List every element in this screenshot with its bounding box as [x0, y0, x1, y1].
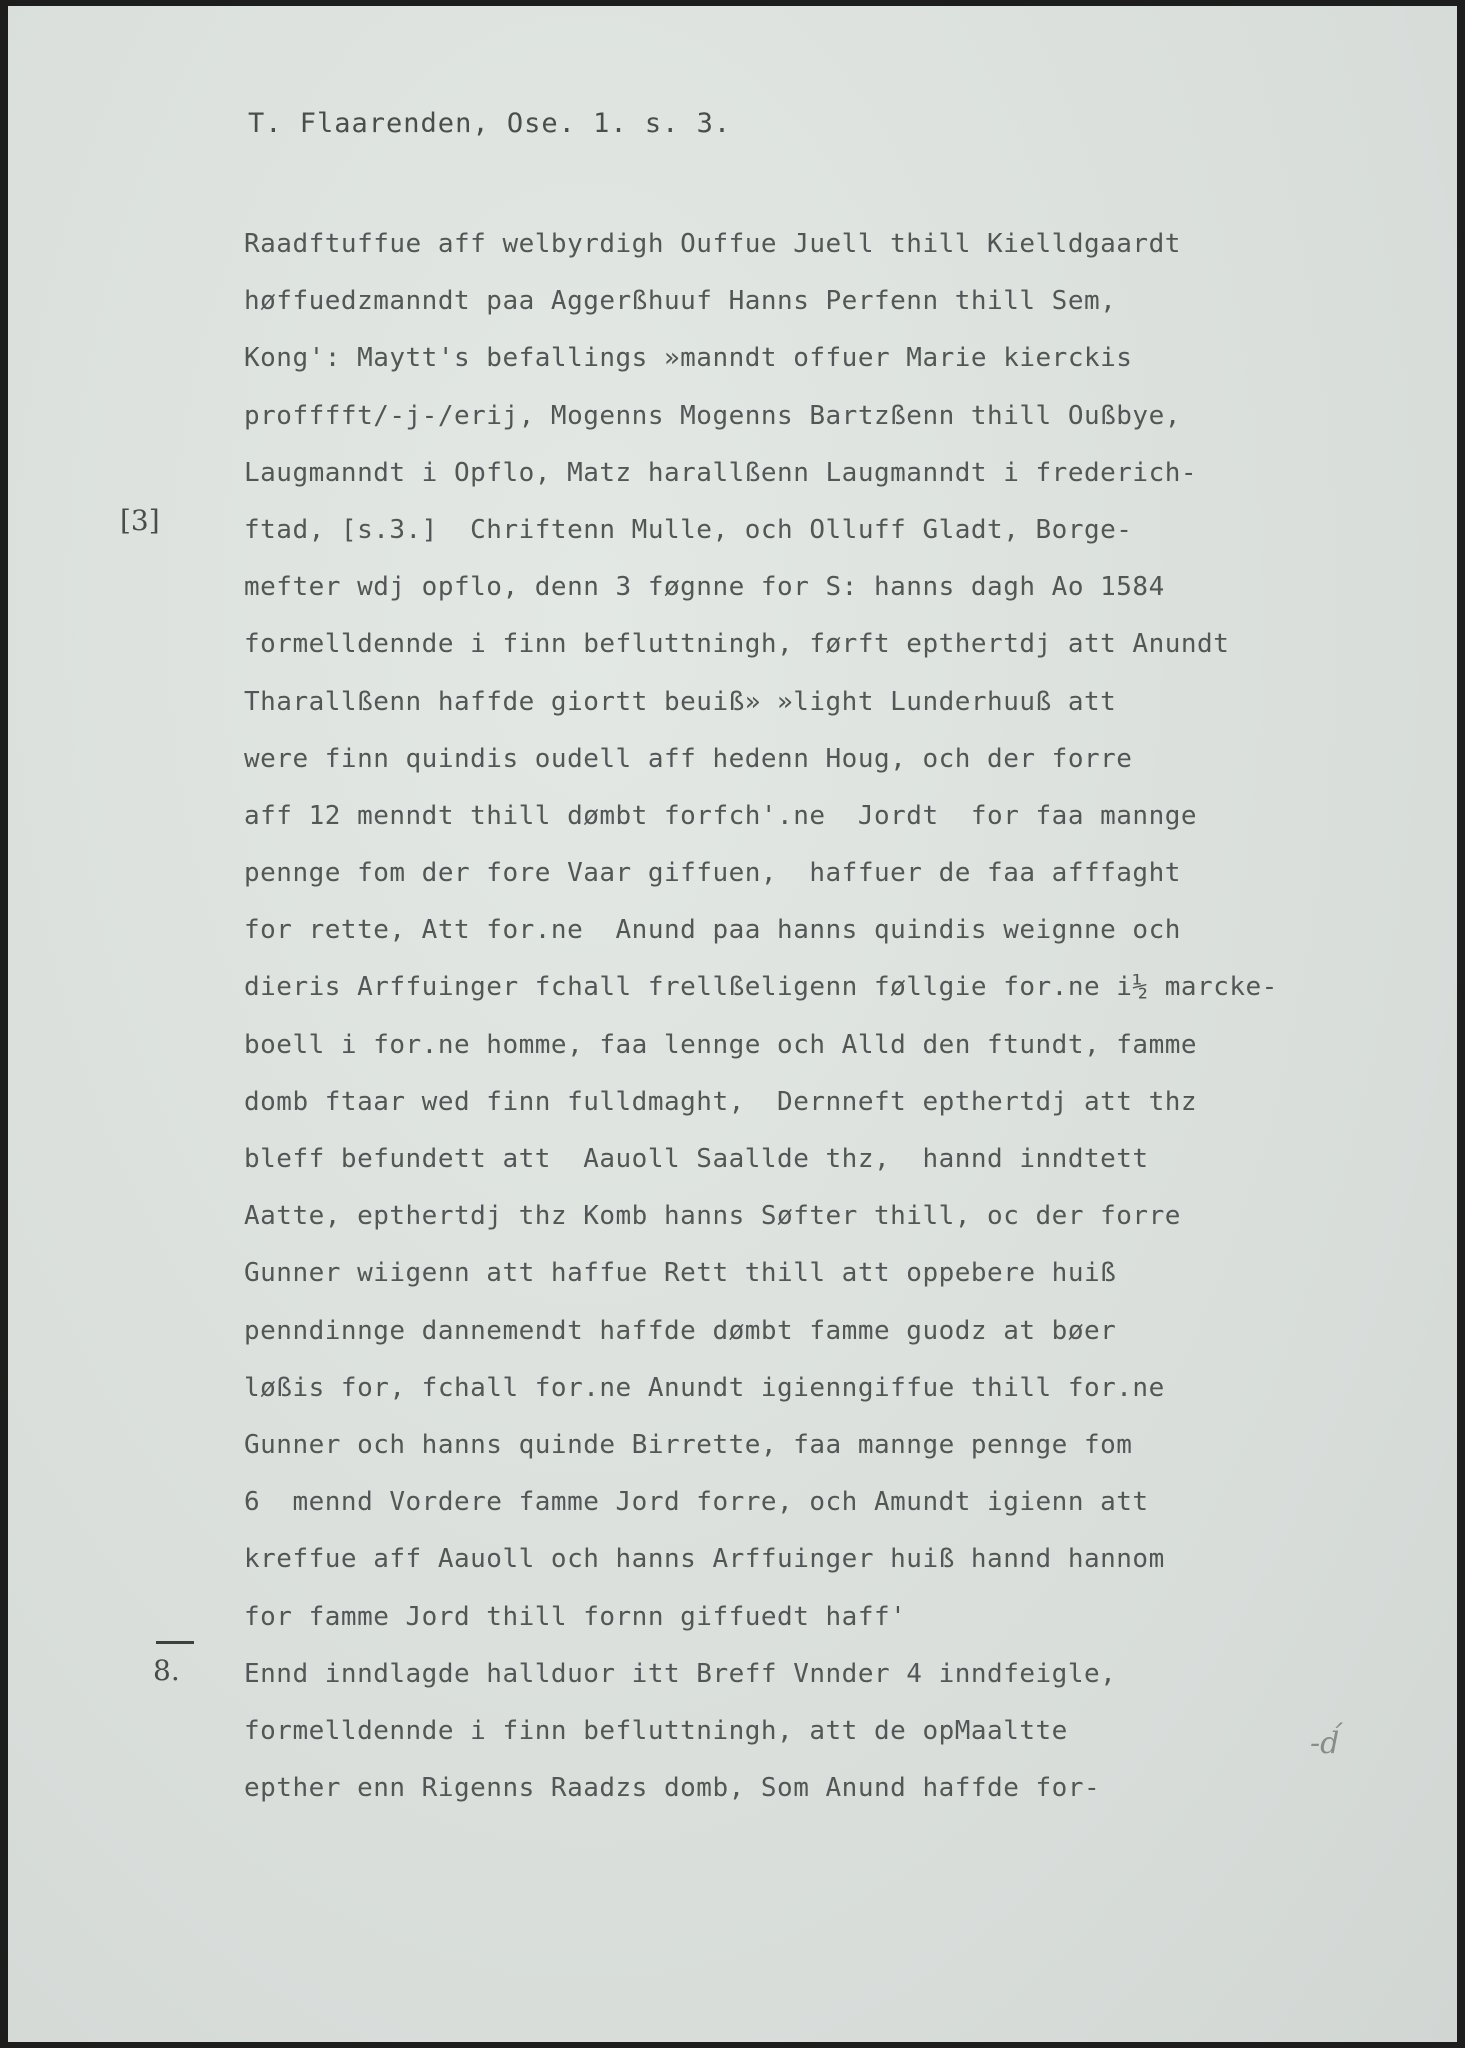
text-line: formelldennde i finn befluttningh, att de opMaaltte: [244, 1715, 1068, 1746]
text-line: mefter wdj opflo, denn 3 føgnne for S: hanns dagh Ao 1584: [244, 572, 1165, 603]
text-line: 6 mennd Vordere famme Jord forre, och Amundt igienn att: [244, 1487, 1149, 1518]
pencil-annotation: -d́: [1310, 1726, 1340, 1761]
text-line: for famme Jord thill fornn giffuedt haff': [244, 1601, 907, 1632]
text-line: formelldennde i finn befluttningh, førft epthertdj att Anundt: [244, 629, 1230, 660]
text-line: høffuedzmanndt paa Aggerßhuuf Hanns Perfenn thill Sem,: [244, 286, 1117, 317]
text-line: Aatte, epthertdj thz Komb hanns Søfter thill, oc der forre: [244, 1201, 1181, 1232]
text-line: penndinnge dannemendt haffde dømbt famme guodz at bøer: [244, 1315, 1117, 1346]
text-line: profffft/-j-/erij, Mogenns Mogenns Bartzßenn thill Oußbye,: [244, 400, 1181, 431]
text-line: Kong': Maytt's befallings »manndt offuer Marie kierckis: [244, 343, 1133, 374]
document-header: T. Flaarenden, Ose. 1. s. 3.: [248, 108, 732, 139]
text-line: boell i for.ne homme, faa lennge och Alld den ftundt, famme: [244, 1029, 1198, 1060]
text-line: Gunner wiigenn att haffue Rett thill att oppebere huiß: [244, 1258, 1117, 1289]
text-line: epther enn Rigenns Raadzs domb, Som Anund haffde for-: [244, 1773, 1101, 1804]
margin-item-number: 8.: [153, 1654, 180, 1687]
text-line: pennge fom der fore Vaar giffuen, haffuer de faa afffaght: [244, 858, 1181, 889]
text-line: Tharallßenn haffde giortt beuiß» »light Lunderhuuß att: [244, 686, 1117, 717]
text-line: Raadftuffue aff welbyrdigh Ouffue Juell thill Kielldgaardt: [244, 229, 1181, 259]
text-line: bleff befundett att Aauoll Saallde thz, hannd inndtett: [244, 1144, 1149, 1174]
transcription-body: [244, 216, 1278, 1817]
text-line: Laugmanndt i Opflo, Matz harallßenn Laugmanndt i frederich-: [244, 457, 1198, 488]
text-line: dieris Arffuinger fchall frellßeligenn føllgie for.ne i½ marcke-: [244, 972, 1278, 1003]
text-line: Ennd inndlagde hallduor itt Breff Vnnder 4 inndfeigle,: [244, 1658, 1117, 1689]
text-line: løßis for, fchall for.ne Anundt igienngiffue thill for.ne: [244, 1372, 1165, 1403]
margin-bar-mark: [156, 1641, 194, 1644]
document-page: [8, 6, 1457, 2042]
text-line: aff 12 menndt thill dømbt forfch'.ne Jordt for faa mannge: [244, 800, 1198, 831]
margin-page-note: [3]: [120, 504, 160, 537]
text-line: were finn quindis oudell aff hedenn Houg, och der forre: [244, 743, 1133, 774]
text-line: ftad, [s.3.] Chriftenn Mulle, och Olluff Gladt, Borge-: [244, 514, 1133, 545]
text-line: Gunner och hanns quinde Birrette, faa mannge pennge fom: [244, 1429, 1133, 1460]
text-line: kreffue aff Aauoll och hanns Arffuinger huiß hannd hannom: [244, 1544, 1165, 1575]
text-line: domb ftaar wed finn fulldmaght, Dernneft epthertdj att thz: [244, 1086, 1198, 1117]
text-line: for rette, Att for.ne Anund paa hanns quindis weignne och: [244, 915, 1181, 946]
